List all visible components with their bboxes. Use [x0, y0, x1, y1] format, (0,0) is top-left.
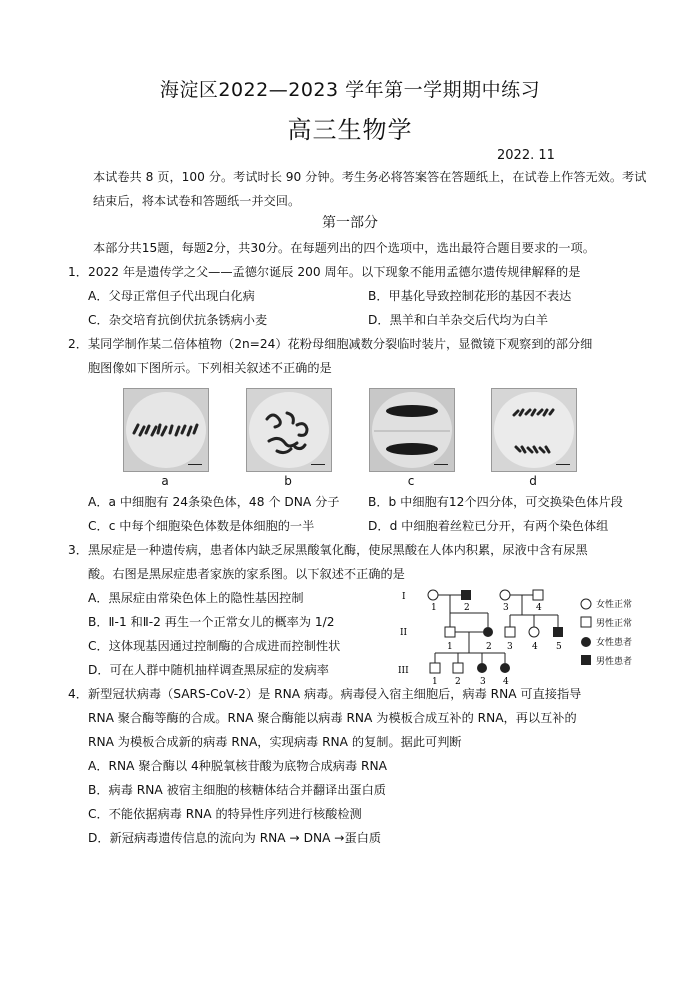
q3-option-d: D．可在人群中随机抽样调查黑尿症的发病率	[88, 663, 329, 677]
pedigree-gen-label: II	[400, 628, 408, 638]
q3-stem-line2: 酸。右图是黑尿症患者家族的家系图。以下叙述不正确的是	[88, 567, 405, 581]
exam-intro: 本试卷共 8 页，100 分。考试时长 90 分钟。考生务必将答案答在答题纸上，在试卷上作答无效。考试结束后，将本试卷和答题纸一并交回。	[93, 170, 647, 208]
micrograph-label-b: b	[284, 474, 292, 488]
svg-text:1: 1	[431, 603, 437, 613]
q4-option-c: C．不能依据病毒 RNA 的特异性序列进行核酸检测	[88, 807, 362, 821]
q1-option-d: D．黑羊和白羊杂交后代均为白羊	[368, 313, 549, 327]
part-heading: 第一部分	[322, 215, 378, 231]
q2-stem-line2: 胞图像如下图所示。下列相关叙述不正确的是	[88, 361, 332, 375]
micrograph-c	[369, 388, 455, 472]
q1-stem: 1．2022 年是遗传学之父——孟德尔诞辰 200 周年。以下现象不能用孟德尔遗传规律解释的是	[68, 265, 581, 279]
q2-option-b: B．b 中细胞有12个四分体，可交换染色体片段	[368, 495, 623, 509]
svg-text:4: 4	[536, 603, 542, 613]
micrograph-a	[123, 388, 209, 472]
svg-text:3: 3	[503, 603, 509, 613]
legend-female-normal: 女性正常	[596, 600, 633, 610]
q1-option-b: B．甲基化导致控制花形的基因不表达	[368, 289, 572, 303]
q4-stem-line3: RNA 为模板合成新的病毒 RNA，实现病毒 RNA 的复制。据此可判断	[88, 735, 462, 749]
q3-option-b: B．Ⅱ-1 和Ⅱ-2 再生一个正常女儿的概率为 1/2	[88, 615, 335, 629]
micrograph-b	[246, 388, 332, 472]
svg-text:2: 2	[486, 642, 492, 652]
micrograph-label-a: a	[161, 474, 169, 488]
part-instructions: 本部分共15题，每题2分，共30分。在每题列出的四个选项中，选出最符合题目要求的一项。	[93, 241, 595, 255]
micrograph-d	[491, 388, 577, 472]
q3-option-c: C．这体现基因通过控制酶的合成进而控制性状	[88, 639, 341, 653]
q2-option-c: C．c 中每个细胞染色体数是体细胞的一半	[88, 519, 315, 533]
svg-text:4: 4	[503, 677, 509, 685]
pedigree-chart	[398, 585, 698, 685]
svg-text:2: 2	[464, 603, 470, 613]
q4-option-a: A．RNA 聚合酶以 4种脱氧核苷酸为底物合成病毒 RNA	[88, 759, 387, 773]
legend-male-normal: 男性正常	[596, 619, 633, 629]
q4-option-b: B．病毒 RNA 被宿主细胞的核糖体结合并翻译出蛋白质	[88, 783, 386, 797]
svg-text:1: 1	[447, 642, 453, 652]
pedigree-gen-label: I	[402, 592, 406, 602]
q2-option-a: A．a 中细胞有 24条染色体，48 个 DNA 分子	[88, 495, 340, 509]
svg-text:3: 3	[480, 677, 486, 685]
svg-text:4: 4	[532, 642, 538, 652]
exam-subject: 高三生物学	[287, 116, 413, 144]
q3-stem-line1: 3．黑尿症是一种遗传病，患者体内缺乏尿黑酸氧化酶，使尿黑酸在人体内积累，尿液中含有尿黑	[68, 543, 588, 557]
q1-option-c: C．杂交培育抗倒伏抗条锈病小麦	[88, 313, 268, 327]
svg-text:2: 2	[455, 677, 461, 685]
svg-text:1: 1	[432, 677, 438, 685]
q1-option-a: A．父母正常但子代出现白化病	[88, 289, 255, 303]
exam-title: 海淀区2022—2023 学年第一学期期中练习	[159, 79, 541, 101]
legend-male-affected: 男性患者	[596, 657, 633, 667]
q4-stem-line1: 4．新型冠状病毒（SARS-CoV-2）是 RNA 病毒。病毒侵入宿主细胞后，病毒 RNA 可直接指导	[68, 687, 582, 701]
q4-stem-line2: RNA 聚合酶等酶的合成。RNA 聚合酶能以病毒 RNA 为模板合成互补的 RNA，再以互补的	[88, 711, 577, 725]
q4-option-d: D．新冠病毒遗传信息的流向为 RNA → DNA →蛋白质	[88, 831, 382, 845]
q2-option-d: D．d 中细胞着丝粒已分开，有两个染色体组	[368, 519, 609, 533]
pedigree-gen-label: III	[398, 666, 409, 676]
q2-stem-line1: 2．某同学制作某二倍体植物（2n=24）花粉母细胞减数分裂临时装片，显微镜下观察到的部分细	[68, 337, 593, 351]
micrograph-label-d: d	[529, 474, 537, 488]
exam-date: 2022. 11	[497, 148, 555, 163]
legend-female-affected: 女性患者	[596, 638, 633, 648]
svg-text:5: 5	[556, 642, 562, 652]
micrograph-label-c: c	[407, 474, 415, 488]
svg-text:3: 3	[507, 642, 513, 652]
q3-option-a: A．黑尿症由常染色体上的隐性基因控制	[88, 591, 304, 605]
